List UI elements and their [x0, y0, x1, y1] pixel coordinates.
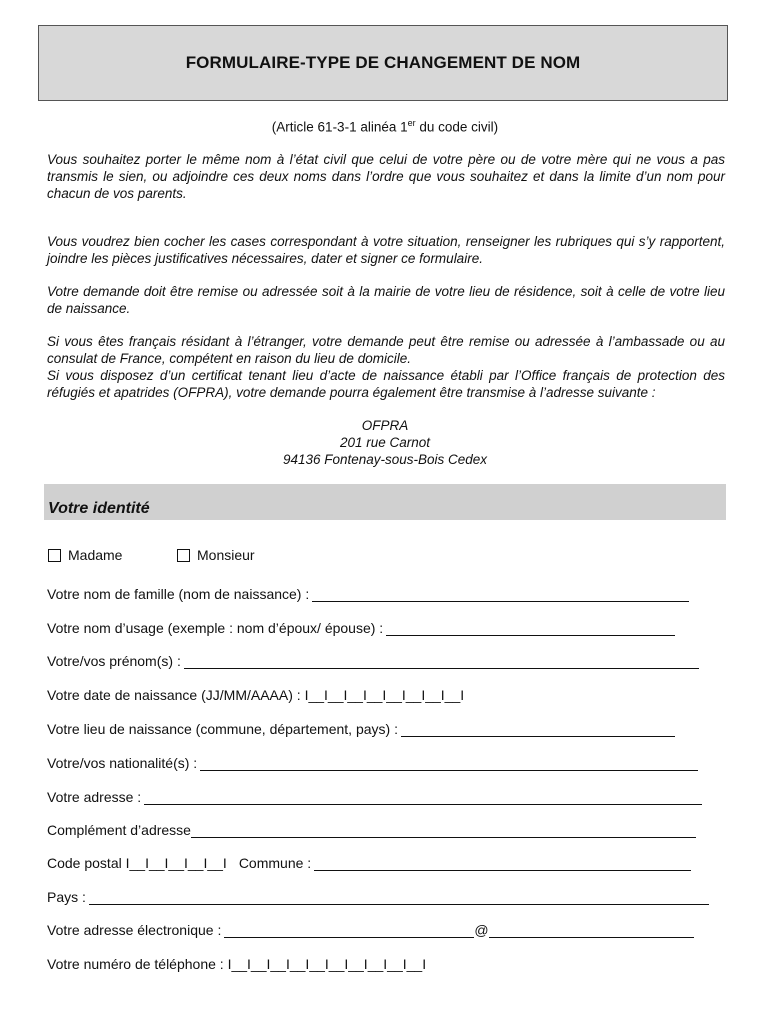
nom-famille-row: Votre nom de famille (nom de naissance) : [47, 584, 689, 602]
nom-usage-field[interactable] [386, 621, 675, 636]
intro-paragraph: Vous souhaitez porter le même nom à l’état civil que celui de votre père ou de votre mère qui ne vous a pas transmis le sien, ou adjoindre ces deux noms dans l’ordre que vous souhaitez et dans la limite d’un nom pour chacun de vos parents. [47, 152, 725, 201]
instructions-paragraph: Vous voudrez bien cocher les cases correspondant à votre situation, renseigner les rubriques qui s’y rapportent, joindre les pièces justificatives nécessaires, dater et signer ce formulaire. [47, 234, 725, 266]
pays-field[interactable] [89, 890, 709, 905]
adresse-row: Votre adresse : [47, 787, 702, 805]
adresse-field[interactable] [144, 790, 702, 805]
ofpra-paragraph: Si vous disposez d’un certificat tenant lieu d’acte de naissance établi par l’Office français de protection des réfugiés et apatrides (OFPRA), votre demande pourra également être transmise à l’adresse suivante : [47, 368, 725, 400]
abroad-paragraph: Si vous êtes français résidant à l’étranger, votre demande peut être remise ou adressée à l’ambassade ou au consulat de France, compétent en raison du lieu de domicile. [47, 334, 725, 366]
monsieur-option[interactable]: Monsieur [177, 547, 255, 563]
address-line-1: OFPRA [361, 418, 409, 433]
nationalite-row: Votre/vos nationalité(s) : [47, 753, 698, 771]
section-header-identity [44, 484, 726, 520]
date-naissance-row: Votre date de naissance (JJ/MM/AAAA) : I__I__I__I__I__I__I__I__I [47, 687, 465, 703]
complement-row: Complément d’adresse [47, 820, 696, 838]
telephone-field[interactable]: I__I__I__I__I__I__I__I__I__I__I [227, 956, 427, 972]
monsieur-checkbox[interactable] [177, 549, 190, 562]
email-row: Votre adresse électronique : @ [47, 920, 694, 938]
nom-usage-row: Votre nom d’usage (exemple : nom d’époux/ épouse) : [47, 618, 675, 636]
code-postal-field[interactable]: I__I__I__I__I__I [125, 855, 227, 871]
madame-checkbox[interactable] [48, 549, 61, 562]
code-postal-row: Code postal I__I__I__I__I__I Commune : [47, 853, 691, 871]
date-naissance-field[interactable]: I__I__I__I__I__I__I__I__I [304, 687, 465, 703]
lieu-naissance-field[interactable] [401, 722, 675, 737]
nationalite-field[interactable] [200, 756, 698, 771]
email-local-field[interactable] [224, 923, 474, 938]
telephone-row: Votre numéro de téléphone : I__I__I__I__I__I__I__I__I__I__I [47, 956, 427, 972]
article-reference: (Article 61-3-1 alinéa 1er du code civil) [271, 118, 499, 135]
pays-row: Pays : [47, 887, 709, 905]
submission-paragraph: Votre demande doit être remise ou adressée soit à la mairie de votre lieu de résidence, soit à celle de votre lieu de naissance. [47, 284, 725, 316]
section-title: Votre identité [48, 500, 150, 517]
lieu-naissance-row: Votre lieu de naissance (commune, département, pays) : [47, 719, 675, 737]
prenoms-field[interactable] [184, 654, 699, 669]
nom-famille-field[interactable] [312, 587, 689, 602]
address-line-3: 94136 Fontenay-sous-Bois Cedex [282, 452, 488, 467]
email-domain-field[interactable] [489, 923, 694, 938]
madame-option[interactable]: Madame [48, 547, 122, 563]
complement-field[interactable] [191, 823, 696, 838]
form-title: FORMULAIRE-TYPE DE CHANGEMENT DE NOM [185, 53, 581, 72]
title-box [38, 25, 728, 101]
prenoms-row: Votre/vos prénom(s) : [47, 651, 699, 669]
address-line-2: 201 rue Carnot [339, 435, 431, 450]
commune-field[interactable] [314, 856, 691, 871]
